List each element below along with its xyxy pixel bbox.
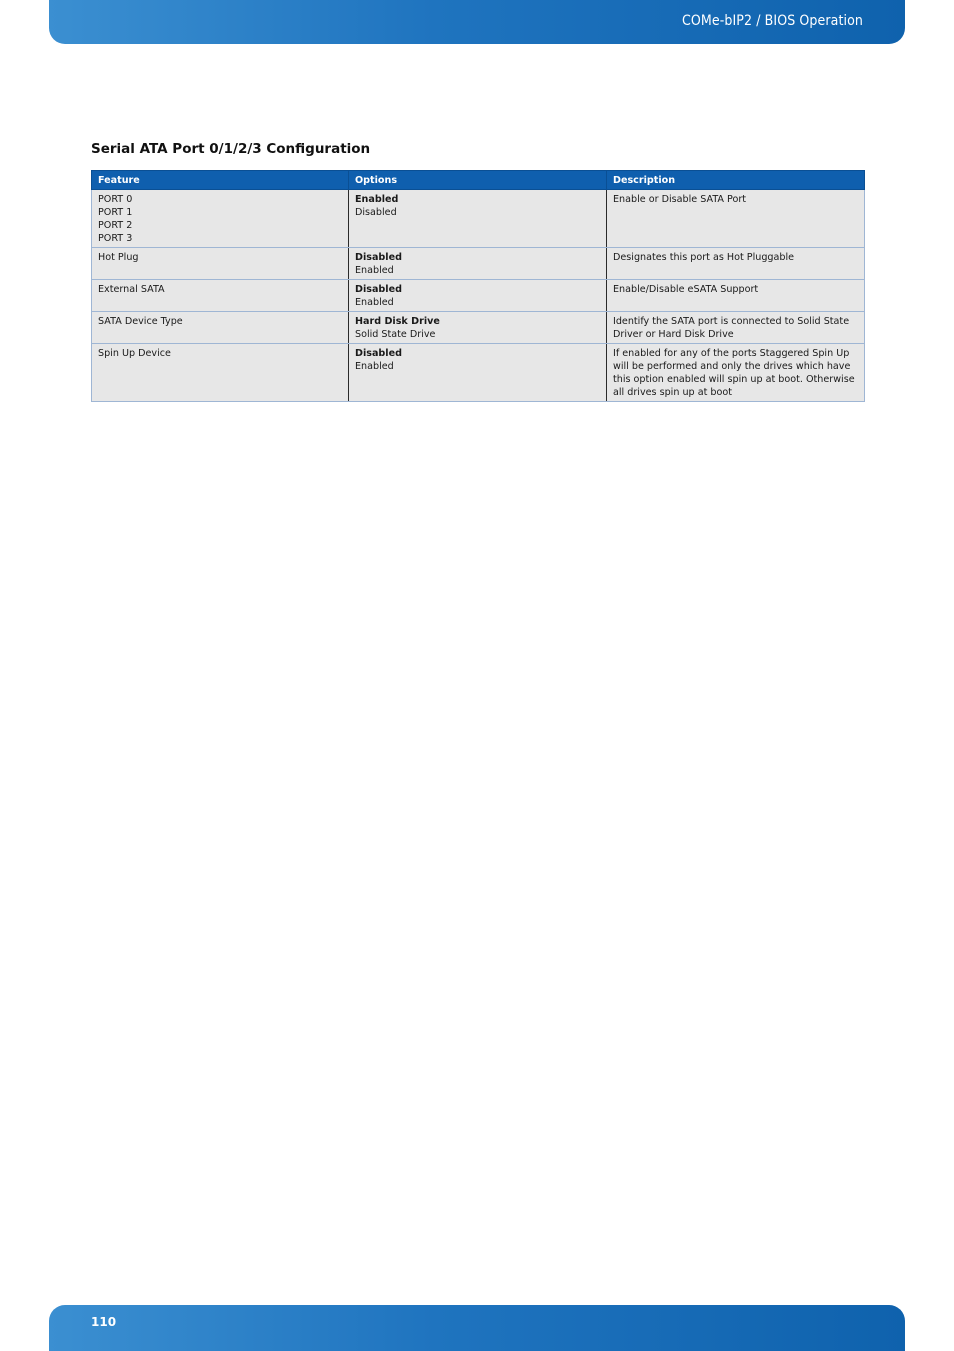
feature-name: PORT 2 [98,220,133,231]
feature-name: External SATA [98,284,165,295]
feature-cell [92,190,349,248]
table-row [92,190,865,248]
options-cell [349,248,607,280]
column-header-description: Description [607,171,865,190]
options-cell [349,344,607,402]
option: Enabled [355,297,394,308]
page-number: 110 [91,1315,117,1329]
option: Disabled [355,207,397,218]
description-text: Enable or Disable SATA Port [613,194,747,205]
column-header-options: Options [349,171,607,190]
description-text: If enabled for any of the ports Staggered Spin Up will be performed and only the drives which have this option enabled will spin up at boot. Otherwise all drives spin up at boot [613,348,855,398]
table-row [92,344,865,402]
table-header-row [92,171,865,190]
default-option: Hard Disk Drive [355,316,440,327]
description-text: Identify the SATA port is connected to Solid State Driver or Hard Disk Drive [613,316,850,340]
table-row [92,312,865,344]
table-row [92,280,865,312]
default-option: Enabled [355,194,399,205]
column-header-feature: Feature [92,171,349,190]
feature-name: PORT 0 [98,194,133,205]
description-cell [607,190,865,248]
feature-cell [92,280,349,312]
feature-cell [92,248,349,280]
document-title: COMe-bIP2 / BIOS Operation [682,13,863,29]
sata-config-table [91,170,865,402]
description-cell [607,344,865,402]
table-row [92,248,865,280]
options-cell [349,190,607,248]
options-cell [349,280,607,312]
description-cell [607,248,865,280]
description-cell [607,280,865,312]
section-title: Serial ATA Port 0/1/2/3 Configuration [91,141,371,157]
default-option: Disabled [355,252,402,263]
feature-name: PORT 1 [98,207,133,218]
description-text: Enable/Disable eSATA Support [613,284,759,295]
description-cell [607,312,865,344]
feature-name: Spin Up Device [98,348,171,359]
footer-banner [49,1305,905,1351]
option: Enabled [355,265,394,276]
feature-name: SATA Device Type [98,316,183,327]
option: Solid State Drive [355,329,436,340]
option: Enabled [355,361,394,372]
options-cell [349,312,607,344]
feature-cell [92,312,349,344]
default-option: Disabled [355,284,402,295]
header-banner [49,0,905,44]
feature-name: PORT 3 [98,233,133,244]
description-text: Designates this port as Hot Pluggable [613,252,795,263]
default-option: Disabled [355,348,402,359]
feature-cell [92,344,349,402]
feature-name: Hot Plug [98,252,139,263]
